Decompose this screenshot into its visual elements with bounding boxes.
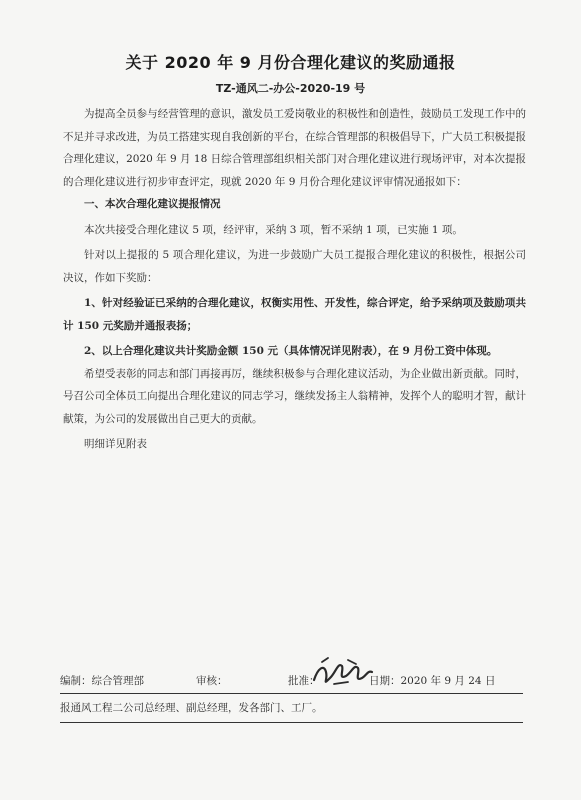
intro-paragraph: 为提高全员参与经营管理的意识，激发员工爱岗敬业的积极性和创造性，鼓励员工发现工作中的不足并寻求改进，为员工搭建实现自我创新的平台，在综合管理部的积极倡导下，广大员工积极提报合理化建议，2020 年 9 月 18 日综合管理部组织相关部门对合理化建议进行现场评审，对本次提报的合理化建议进行初步审查评定，现就 2020 年 9 月份合理化建议评审情况通报如下： bbox=[63, 108, 526, 188]
divider-bottom bbox=[60, 722, 523, 723]
document-title: 关于 2020 年 9 月份合理化建议的奖励通报 bbox=[125, 53, 456, 72]
divider-top bbox=[60, 693, 523, 694]
distribution-list: 报通风工程二公司总经理、副总经理，发各部门、工厂。 bbox=[60, 702, 323, 714]
approved-by: 批准： bbox=[288, 675, 320, 687]
signature-row bbox=[60, 673, 523, 691]
reward-item-2: 2、以上合理化建议共计奖励金额 150 元（具体情况详见附表），在 9 月份工资中体现。 bbox=[84, 345, 498, 357]
compiled-by: 编制：综合管理部 bbox=[60, 675, 144, 687]
reviewed-by: 审核： bbox=[196, 675, 228, 687]
document-body bbox=[63, 103, 526, 456]
attachment-note: 明细详见附表 bbox=[84, 438, 147, 450]
document-number: TZ-通风二-办公-2020-19 号 bbox=[215, 82, 366, 95]
summary-paragraph: 本次共接受合理化建议 5 项，经评审，采纳 3 项，暂不采纳 1 项，已实施 1 项。 bbox=[84, 223, 463, 236]
issue-date: 日期：2020 年 9 月 24 日 bbox=[369, 675, 496, 687]
handwritten-signature bbox=[308, 654, 378, 692]
reward-item-1: 1、针对经验证已采纳的合理化建议，权衡实用性、开发性，综合评定，给予采纳项及鼓励项共计 150 元奖励并通报表扬； bbox=[63, 297, 526, 332]
section-heading: 一、本次合理化建议提报情况 bbox=[84, 198, 221, 210]
reward-intro-paragraph: 针对以上提报的 5 项合理化建议，为进一步鼓励广大员工提报合理化建议的积极性，根据公司决议，作如下奖励： bbox=[63, 249, 526, 284]
closing-paragraph: 希望受表彰的同志和部门再接再厉，继续积极参与合理化建议活动，为企业做出新贡献。同时，号召公司全体员工向提出合理化建议的同志学习，继续发扬主人翁精神，发挥个人的聪明才智，献计献策，为公司的发展做出自己更大的贡献。 bbox=[63, 367, 526, 425]
